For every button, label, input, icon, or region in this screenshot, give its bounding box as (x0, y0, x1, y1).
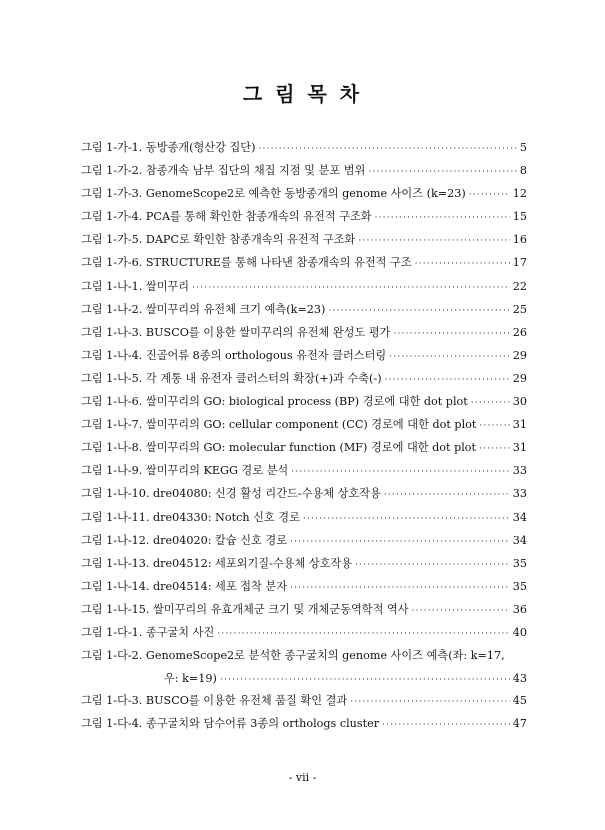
dot-leader (355, 554, 510, 577)
dot-leader (303, 508, 510, 531)
dot-leader (471, 392, 510, 415)
toc-entry[interactable] (81, 644, 527, 667)
toc-entry-label: 그림 1-나-5. 각 계통 내 유전자 클러스터의 확장(+)과 수축(-) (81, 371, 382, 385)
toc-entry-page: 15 (512, 210, 527, 224)
toc-entry[interactable] (81, 506, 527, 529)
dot-leader (385, 369, 510, 392)
toc-entry-label: 그림 1-가-5. DAPC로 확인한 참종개속의 유전적 구조화 (81, 233, 356, 247)
toc-entry-page: 33 (512, 487, 527, 501)
dot-leader (415, 253, 510, 276)
toc-entry-page: 43 (512, 672, 527, 686)
dot-leader (382, 714, 510, 737)
toc-entry-page: 36 (512, 602, 527, 616)
toc-entry-page: 34 (512, 533, 527, 547)
toc-entry[interactable] (81, 182, 527, 205)
dot-leader (290, 531, 510, 554)
toc-entry-page: 40 (512, 625, 527, 639)
toc-entry[interactable] (81, 459, 527, 482)
toc-entry-label: 그림 1-나-13. dre04512: 세포외기질-수용체 상호작용 (81, 556, 353, 570)
toc-entry-page: 35 (512, 579, 527, 593)
toc-entry-page: 25 (512, 302, 527, 316)
toc-entry[interactable] (81, 228, 527, 251)
toc-entry[interactable] (81, 344, 527, 367)
toc-entry-page: 35 (512, 556, 527, 570)
dot-leader (217, 623, 509, 646)
dot-leader (290, 577, 510, 600)
toc-entry-page: 5 (519, 141, 527, 154)
dot-leader (389, 346, 510, 369)
toc-entry-label: 그림 1-다-3. BUSCO를 이용한 유전체 품질 확인 결과 (81, 694, 348, 708)
toc-entry-page: 45 (512, 694, 527, 708)
toc-entry[interactable] (81, 436, 527, 459)
toc-entry-page: 33 (512, 464, 527, 478)
toc-entry-page: 29 (512, 348, 527, 362)
toc-entry-label: 그림 1-나-9. 쌀미꾸리의 KEGG 경로 분석 (81, 464, 289, 478)
toc-entry[interactable] (81, 621, 527, 644)
toc-entry-label: 그림 1-나-7. 쌀미꾸리의 GO: cellular component (CC) 경로에 대한 dot plot (81, 418, 477, 432)
toc-entry[interactable] (81, 689, 527, 712)
dot-leader (384, 484, 510, 507)
dot-leader (192, 277, 510, 300)
toc-entry-page: 12 (512, 187, 527, 201)
toc-entry-label: 그림 1-나-6. 쌀미꾸리의 GO: biological process (BP) 경로에 대한 dot plot (81, 395, 468, 409)
toc-entry[interactable] (81, 298, 527, 321)
figure-list (81, 136, 527, 735)
toc-entry[interactable] (81, 598, 527, 621)
dot-leader (393, 323, 509, 346)
toc-entry-page: 26 (512, 325, 527, 339)
toc-entry-label: 그림 1-나-12. dre04020: 칼슘 신호 경로 (81, 533, 288, 547)
dot-leader (291, 461, 510, 484)
toc-entry-label: 그림 1-가-4. PCA를 통해 확인한 참종개속의 유전적 구조화 (81, 210, 372, 224)
toc-entry[interactable] (81, 482, 527, 505)
dot-leader (358, 230, 509, 253)
toc-entry-label: 그림 1-나-4. 진골어류 8종의 orthologous 유전자 클러스터링 (81, 348, 387, 362)
toc-entry-label: 그림 1-나-15. 쌀미꾸리의 유효개체군 크기 및 개체군동역학적 역사 (81, 602, 409, 616)
toc-entry[interactable] (81, 712, 527, 735)
toc-entry-page: 31 (512, 418, 527, 432)
toc-entry-label: 그림 1-나-14. dre04514: 세포 접착 분자 (81, 579, 288, 593)
toc-entry-label: 그림 1-가-3. GenomeScope2로 예측한 동방종개의 genome 사이즈 (k=23) (81, 187, 466, 201)
toc-entry-label-continued: 우: k=19) (164, 672, 217, 686)
dot-leader (375, 207, 510, 230)
toc-entry[interactable] (81, 575, 527, 598)
toc-entry-label: 그림 1-나-11. dre04330: Notch 신호 경로 (81, 510, 300, 524)
toc-entry[interactable] (81, 136, 527, 159)
toc-entry[interactable] (81, 529, 527, 552)
toc-entry-label: 그림 1-나-2. 쌀미꾸리의 유전체 크기 예측(k=23) (81, 302, 326, 316)
toc-entry-label: 그림 1-나-8. 쌀미꾸리의 GO: molecular function (MF) 경로에 대한 dot plot (81, 441, 477, 455)
dot-leader (258, 138, 516, 161)
toc-entry-label: 그림 1-다-4. 종구굴치와 담수어류 3종의 orthologs cluster (81, 717, 380, 731)
page-title: 그 림 목 차 (242, 82, 363, 106)
dot-leader (328, 300, 509, 323)
toc-entry-label: 그림 1-다-1. 종구굴치 사진 (81, 625, 215, 639)
toc-entry[interactable] (81, 275, 527, 298)
dot-leader (469, 184, 510, 207)
dot-leader (412, 600, 510, 623)
toc-entry-label: 그림 1-나-1. 쌀미꾸리 (81, 279, 190, 293)
toc-entry[interactable] (81, 413, 527, 436)
toc-entry-label: 그림 1-가-6. STRUCTURE를 통해 나타낸 참종개속의 유전적 구조 (81, 256, 412, 270)
toc-entry-label: 그림 1-나-3. BUSCO를 이용한 쌀미꾸리의 유전체 완성도 평가 (81, 325, 391, 339)
toc-entry[interactable] (81, 159, 527, 182)
toc-entry-page: 16 (512, 233, 527, 247)
dot-leader (350, 691, 510, 714)
dot-leader (368, 161, 517, 184)
toc-entry-label: 그림 1-다-2. GenomeScope2로 분석한 종구굴치의 genome 사이즈 예측(좌: k=17, (81, 649, 505, 663)
dot-leader (479, 415, 509, 438)
toc-entry-page: 31 (512, 441, 527, 455)
toc-entry-label: 그림 1-가-2. 참종개속 남부 집단의 채집 지점 및 분포 범위 (81, 164, 366, 178)
toc-entry-page: 29 (512, 371, 527, 385)
toc-entry[interactable] (81, 251, 527, 274)
toc-entry[interactable] (81, 367, 527, 390)
toc-entry-page: 22 (512, 279, 527, 293)
toc-entry-page: 47 (512, 717, 527, 731)
page-number: - vii - (288, 771, 317, 784)
toc-entry-label: 그림 1-가-1. 동방종개(형산강 집단) (81, 141, 256, 154)
dot-leader (479, 438, 510, 461)
toc-entry[interactable] (81, 321, 527, 344)
toc-entry-label: 그림 1-나-10. dre04080: 신경 활성 리간드-수용체 상호작용 (81, 487, 381, 501)
toc-entry-page: 30 (512, 395, 527, 409)
toc-entry[interactable] (81, 552, 527, 575)
toc-entry-page: 34 (512, 510, 527, 524)
toc-entry[interactable] (81, 390, 527, 413)
toc-entry-page: 8 (519, 164, 527, 178)
toc-entry[interactable] (81, 205, 527, 228)
toc-entry-page: 17 (512, 256, 527, 270)
toc-entry[interactable] (81, 667, 527, 689)
